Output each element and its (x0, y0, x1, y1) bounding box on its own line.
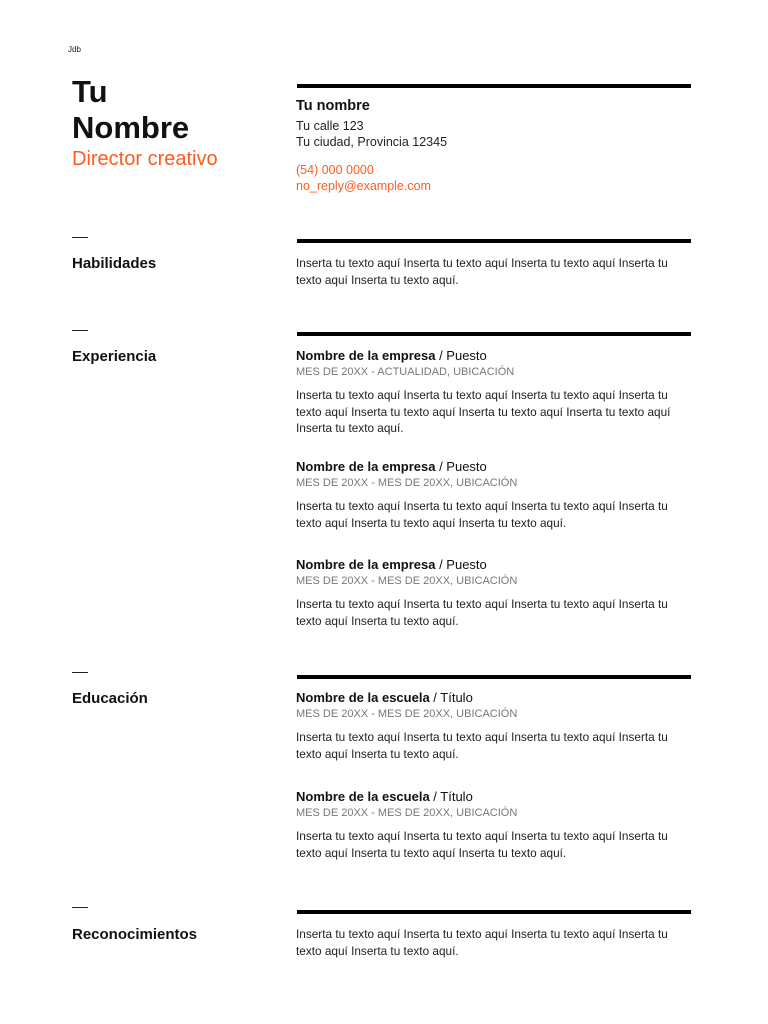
job-date: MES DE 20XX - ACTUALIDAD, UBICACIÓN (296, 366, 515, 378)
divider-bar (297, 910, 691, 914)
school-name: Nombre de la escuela (296, 690, 430, 705)
company-name: Nombre de la empresa (296, 348, 436, 363)
awards-text: Inserta tu texto aquí Inserta tu texto aquí Inserta tu texto aquí Inserta tu texto aquí Inserta tu texto aquí. (296, 927, 668, 958)
company-name: Nombre de la empresa (296, 459, 436, 474)
job-title: Director creativo (72, 148, 218, 170)
school-date: MES DE 20XX - MES DE 20XX, UBICACIÓN (296, 807, 518, 819)
section-title-experience: Experiencia (72, 348, 157, 365)
job-description: Inserta tu texto aquí Inserta tu texto aquí Inserta tu texto aquí Inserta tu texto aquí Inserta tu texto aquí Inserta tu texto aquí. (296, 499, 668, 530)
divider-bar (297, 239, 691, 243)
education-item (296, 689, 692, 762)
title-separator: / (435, 557, 447, 572)
experience-item (296, 347, 692, 437)
contact-city: Tu ciudad, Provincia 12345 (296, 135, 448, 149)
document-mark: Jdb (68, 45, 81, 54)
school-description: Inserta tu texto aquí Inserta tu texto aquí Inserta tu texto aquí Inserta tu texto aquí Inserta tu texto aquí. (296, 730, 668, 761)
school-name: Nombre de la escuela (296, 789, 430, 804)
degree-name: Título (440, 690, 473, 705)
divider-bar (297, 332, 691, 336)
job-description: Inserta tu texto aquí Inserta tu texto aquí Inserta tu texto aquí Inserta tu texto aquí Inserta tu texto aquí. (296, 597, 668, 628)
name-second-line: Nombre (72, 110, 190, 145)
position-name: Puesto (446, 348, 487, 363)
contact-block (296, 98, 692, 194)
section-dash (72, 330, 88, 331)
title-separator: / (429, 690, 441, 705)
title-separator: / (435, 348, 447, 363)
job-date: MES DE 20XX - MES DE 20XX, UBICACIÓN (296, 575, 518, 587)
experience-item (296, 458, 692, 531)
section-title-skills: Habilidades (72, 255, 157, 272)
position-name: Puesto (446, 459, 487, 474)
divider-bar (297, 675, 691, 679)
experience-item (296, 556, 692, 629)
title-separator: / (429, 789, 441, 804)
degree-name: Título (440, 789, 473, 804)
section-dash (72, 672, 88, 673)
section-title-education: Educación (72, 690, 148, 707)
divider-bar (297, 84, 691, 88)
section-dash (72, 907, 88, 908)
position-name: Puesto (446, 557, 487, 572)
skills-text: Inserta tu texto aquí Inserta tu texto aquí Inserta tu texto aquí Inserta tu texto aquí Inserta tu texto aquí. (296, 256, 668, 287)
contact-street: Tu calle 123 (296, 119, 364, 133)
contact-phone[interactable]: (54) 000 0000 (296, 163, 374, 177)
name-first-line: Tu (72, 74, 108, 109)
title-separator: / (435, 459, 447, 474)
school-date: MES DE 20XX - MES DE 20XX, UBICACIÓN (296, 708, 518, 720)
job-description: Inserta tu texto aquí Inserta tu texto aquí Inserta tu texto aquí Inserta tu texto aquí Inserta tu texto aquí Inserta tu texto aquí Inserta tu texto aquí Inserta tu texto aquí. (296, 388, 671, 435)
section-dash (72, 237, 88, 238)
contact-email[interactable]: no_reply@example.com (296, 179, 431, 193)
contact-name: Tu nombre (296, 98, 370, 114)
education-item (296, 788, 692, 861)
company-name: Nombre de la empresa (296, 557, 436, 572)
section-title-awards: Reconocimientos (72, 926, 198, 943)
school-description: Inserta tu texto aquí Inserta tu texto aquí Inserta tu texto aquí Inserta tu texto aquí Inserta tu texto aquí Inserta tu texto aquí. (296, 829, 668, 860)
job-date: MES DE 20XX - MES DE 20XX, UBICACIÓN (296, 477, 518, 489)
